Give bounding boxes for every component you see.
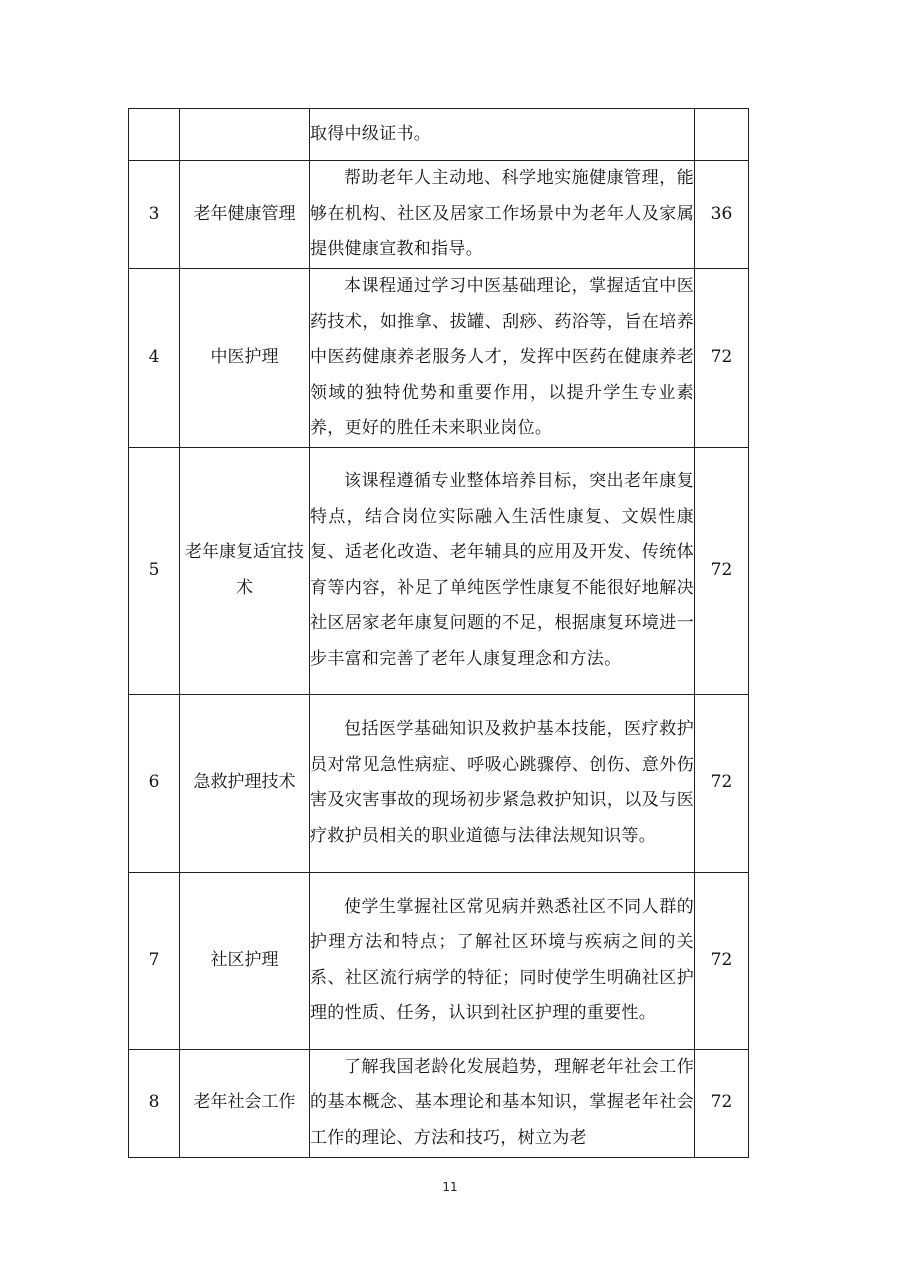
course-hours-cell: 72 xyxy=(695,269,749,448)
course-name-cell: 社区护理 xyxy=(180,872,310,1049)
course-description-cell xyxy=(310,694,695,872)
course-number-cell: 4 xyxy=(129,269,180,448)
table-row xyxy=(129,872,749,1049)
course-hours-cell: 72 xyxy=(695,694,749,872)
course-description-cell xyxy=(310,872,695,1049)
course-description-cell xyxy=(310,1049,695,1157)
table-row xyxy=(129,161,749,269)
course-description-cell xyxy=(310,447,695,694)
course-name-cell: 老年社会工作 xyxy=(180,1049,310,1157)
table-row xyxy=(129,1049,749,1157)
table-row xyxy=(129,269,749,448)
course-number-cell: 7 xyxy=(129,872,180,1049)
course-name-cell: 急救护理技术 xyxy=(180,694,310,872)
course-number-cell: 6 xyxy=(129,694,180,872)
course-hours-cell xyxy=(695,109,749,161)
course-number-cell: 3 xyxy=(129,161,180,269)
table-row xyxy=(129,447,749,694)
course-description-text: 该课程遵循专业整体培养目标，突出老年康复特点，结合岗位实际融入生活性康复、文娱性康复、适老化改造、老年辅具的应用及开发、传统体育等内容，补足了单纯医学性康复不能很好地解决社区居家老年康复问题的不足，根据康复环境进一步丰富和完善了老年人康复理念和方法。 xyxy=(310,471,694,669)
course-number-cell: 8 xyxy=(129,1049,180,1157)
course-hours-cell: 36 xyxy=(695,161,749,269)
course-description-text: 本课程通过学习中医基础理论，掌握适宜中医药技术，如推拿、拔罐、刮痧、药浴等，旨在培养中医药健康养老服务人才，发挥中医药在健康养老领域的独特优势和重要作用，以提升学生专业素养，更好的胜任未来职业岗位。 xyxy=(310,276,694,438)
course-description-text: 使学生掌握社区常见病并熟悉社区不同人群的护理方法和特点；了解社区环境与疾病之间的关系、社区流行病学的特征；同时使学生明确社区护理的性质、任务，认识到社区护理的重要性。 xyxy=(310,896,694,1023)
course-hours-cell: 72 xyxy=(695,872,749,1049)
course-description-cell xyxy=(310,161,695,269)
course-table xyxy=(128,108,749,1158)
course-hours-cell: 72 xyxy=(695,1049,749,1157)
course-description-text: 帮助老年人主动地、科学地实施健康管理，能够在机构、社区及居家工作场景中为老年人及家属提供健康宣教和指导。 xyxy=(310,168,694,260)
course-description-text: 包括医学基础知识及救护基本技能，医疗救护员对常见急性病症、呼吸心跳骤停、创伤、意外伤害及灾害事故的现场初步紧急救护知识，以及与医疗救护员相关的职业道德与法律法规知识等。 xyxy=(310,719,694,846)
course-number-cell xyxy=(129,109,180,161)
course-description-cell xyxy=(310,269,695,448)
course-name-cell xyxy=(180,109,310,161)
course-description-text: 取得中级证书。 xyxy=(310,123,432,144)
page-number: 11 xyxy=(442,1180,458,1194)
course-number-cell: 5 xyxy=(129,447,180,694)
course-description-cell xyxy=(310,109,695,161)
table-row xyxy=(129,694,749,872)
course-description-text: 了解我国老龄化发展趋势，理解老年社会工作的基本概念、基本理论和基本知识，掌握老年社会工作的理论、方法和技巧，树立为老 xyxy=(310,1056,694,1148)
course-name-cell: 老年康复适宜技术 xyxy=(180,447,310,694)
table-row xyxy=(129,109,749,161)
course-name-cell: 中医护理 xyxy=(180,269,310,448)
course-name-cell: 老年健康管理 xyxy=(180,161,310,269)
course-hours-cell: 72 xyxy=(695,447,749,694)
